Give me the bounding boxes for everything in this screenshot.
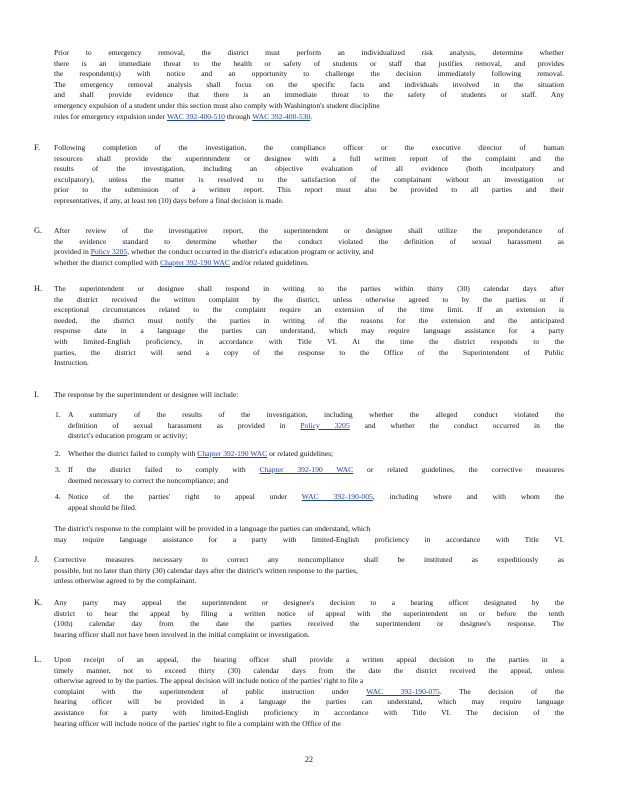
section-k — [54, 598, 564, 640]
policy-link[interactable]: Policy 3205 — [90, 247, 128, 257]
intro-line: there is an immediate threat to the health or safety of students or staff that justifies removal, and provides — [54, 58, 564, 68]
wac-link[interactable]: WAC 392-190-075 — [366, 686, 440, 696]
wac-link[interactable]: WAC 392-400-530 — [252, 111, 311, 121]
list-text: , including where and with whom the — [372, 492, 564, 501]
intro-line: emergency expulsion of a student under this section must also comply with Washington's student discipline — [54, 100, 380, 110]
list-number: 2. — [55, 449, 61, 458]
section-line — [54, 247, 564, 258]
list-line — [68, 421, 564, 432]
section-line — [54, 258, 564, 269]
list-text: definition of sexual harassment as provided in — [68, 420, 301, 430]
section-label: G. — [34, 226, 43, 235]
intro-line: and shall provide evidence that there is an immediate threat to the safety of students or staff. Any — [54, 90, 564, 100]
list-line: appeal should be filed. — [68, 502, 137, 512]
section-line: assistance for a party with limited-English proficiency in accordance with Title VI. The decision of the — [54, 707, 564, 717]
section-line: resources shall provide the superintendent or designee with a full written report of the complaint and the — [54, 153, 564, 163]
section-line: hearing officer will include notice of the parties' right to file a complaint with the Office of the — [54, 718, 341, 728]
section-g — [54, 226, 564, 268]
section-line: the district received the written complaint by the district, unless otherwise agreed to by the parties or if — [54, 294, 564, 304]
list-text: Whether the district failed to comply with — [68, 449, 198, 458]
section-line: otherwise agreed to by the parties. The appeal decision will include notice of the parties' right to file a — [54, 676, 364, 686]
list-number: 4. — [55, 492, 61, 501]
intro-line: Prior to emergency removal, the district must perform an individualized risk analysis, determine whether — [54, 48, 564, 57]
section-line: representatives, if any, at least ten (10) days before a final decision is made. — [54, 195, 284, 205]
list-line: A summary of the results of the investigation, including whether the alleged conduct violated the — [68, 410, 564, 419]
page-number: 22 — [305, 755, 313, 764]
section-line: district to hear the appeal by filing a written notice of appeal with the superintendent on or before the tenth — [54, 608, 564, 618]
list-line — [68, 492, 564, 503]
section-line: Instruction. — [54, 358, 89, 368]
section-line: hearing officer shall not have been involved in the initial complaint or investigation. — [54, 629, 310, 639]
section-line: results of the investigation, including an objective evaluation of all evidence (both inculpatory and — [54, 164, 564, 174]
section-line: Upon receipt of an appeal, the hearing officer shall provide a written appeal decision to the parties in a — [54, 655, 564, 664]
list-text: or related guidelines, the corrective measures — [353, 465, 565, 474]
list-item — [68, 492, 564, 513]
section-line: unless otherwise agreed to by the complainant. — [54, 576, 197, 586]
section-line: Corrective measures necessary to correct any noncompliance shall be instituted as expeditiously as — [54, 555, 564, 564]
section-label: H. — [34, 284, 43, 293]
section-label: K. — [34, 598, 43, 607]
section-line: exculpatory), unless the matter is resolved to the satisfaction of the complainant without an investigation or — [54, 174, 564, 184]
section-f — [54, 143, 564, 207]
chapter-link[interactable]: Chapter 392-190 WAC — [160, 257, 230, 267]
list-text: Notice of the parties' right to appeal under — [68, 492, 302, 501]
section-l — [54, 655, 564, 729]
chapter-link[interactable]: Chapter 392-190 WAC — [197, 449, 268, 458]
section-line: Any party may appeal the superintendent or designee's decision to a hearing officer designated by the — [54, 598, 564, 607]
section-line: the evidence standard to determine whether the conduct violated the definition of sexual harassment as — [54, 236, 564, 246]
intro-text: through — [224, 111, 253, 121]
list-line — [68, 465, 564, 476]
section-text: . The decision of the — [439, 686, 564, 696]
intro-line: the respondent(s) with notice and an opportunity to challenge the decision immediately following removal. — [54, 69, 564, 79]
section-text: complaint with the superintendent of public instruction under — [54, 686, 367, 696]
intro-text: rules for emergency expulsion under — [54, 111, 167, 121]
list-line — [68, 449, 564, 460]
section-line: prior to the submission of a written report. This report must also be provided to all parties and their — [54, 185, 564, 195]
section-line: The superintendent or designee shall respond in writing to the parties within thirty (30) calendar days after — [54, 284, 564, 293]
section-label: J. — [34, 555, 40, 564]
wac-link[interactable]: WAC 392-400-510 — [166, 111, 225, 121]
intro-text: . — [310, 111, 313, 121]
chapter-link[interactable]: Chapter 392-190 WAC — [259, 465, 354, 474]
list-line: deemed necessary to correct the noncompliance; and — [68, 475, 229, 485]
section-label: I. — [34, 390, 39, 399]
section-line: may require language assistance for a party with limited-English proficiency in accordance with Title VI. — [54, 534, 564, 544]
section-line: needed, the district must notify the parties in writing of the reasons for the extension and the anticipated — [54, 315, 564, 325]
intro-line: The emergency removal analysis shall focus on the specific facts and individuals involved in the situation — [54, 79, 564, 89]
list-number: 3. — [55, 465, 61, 474]
section-line: parties, the district will send a copy of the response to the Office of the Superintendent of Public — [54, 347, 564, 357]
section-line: exceptional circumstances related to the complaint require an extension of the time limit. If an extension is — [54, 305, 564, 315]
intro-paragraph — [54, 48, 564, 122]
section-line: (10th) calendar day from the date the parties received the superintendent or designee's response. The — [54, 619, 564, 629]
section-line: with limited-English proficiency, in accordance with Title VI. At the time the district responds to the — [54, 336, 564, 346]
section-text: whether the district complied with — [54, 257, 161, 267]
list-text: If the district failed to comply with — [68, 465, 260, 474]
list-text: and whether the conduct occurred in the — [349, 420, 564, 430]
wac-link[interactable]: WAC 392-190-005 — [301, 492, 373, 501]
list-line: district's education program or activity; — [68, 431, 188, 441]
section-text: , whether the conduct occurred in the district's education program or activity, and — [127, 247, 374, 257]
list-number: 1. — [55, 410, 61, 419]
intro-line-final — [54, 112, 564, 123]
section-j — [54, 555, 564, 587]
section-line: possible, but no later than thirty (30) calendar days after the district's written response to the parties, — [54, 565, 358, 575]
section-text: and/or related guidelines. — [229, 257, 309, 267]
section-line: timely manner, not to exceed thirty (30) calendar days from the date the district received the appeal, unless — [54, 665, 564, 675]
section-label: F. — [34, 143, 41, 152]
list-item — [68, 465, 564, 486]
section-line — [54, 687, 564, 698]
section-text: provided in — [54, 247, 91, 257]
policy-link[interactable]: Policy 3205 — [300, 420, 350, 430]
section-i-intro — [54, 390, 564, 401]
section-line: After review of the investigative report, the superintendent or designee shall utilize the preponderance of — [54, 226, 564, 235]
section-line: The district's response to the complaint will be provided in a language the parties can understand, which — [54, 524, 371, 533]
section-line: The response by the superintendent or designee will include: — [54, 390, 239, 399]
list-text: or related guidelines; — [267, 449, 334, 458]
section-label: L. — [34, 655, 42, 664]
section-line: response date in a language the parties can understand, which may require language assistance for a party — [54, 326, 564, 336]
section-i-closing — [54, 524, 564, 545]
section-line: Following completion of the investigation, the compliance officer or the executive director of human — [54, 143, 564, 152]
list-item — [68, 410, 564, 442]
section-h — [54, 284, 564, 369]
list-item — [68, 449, 564, 460]
section-line: hearing officer will be provided in a language the parties can understand, which may require language — [54, 697, 564, 707]
